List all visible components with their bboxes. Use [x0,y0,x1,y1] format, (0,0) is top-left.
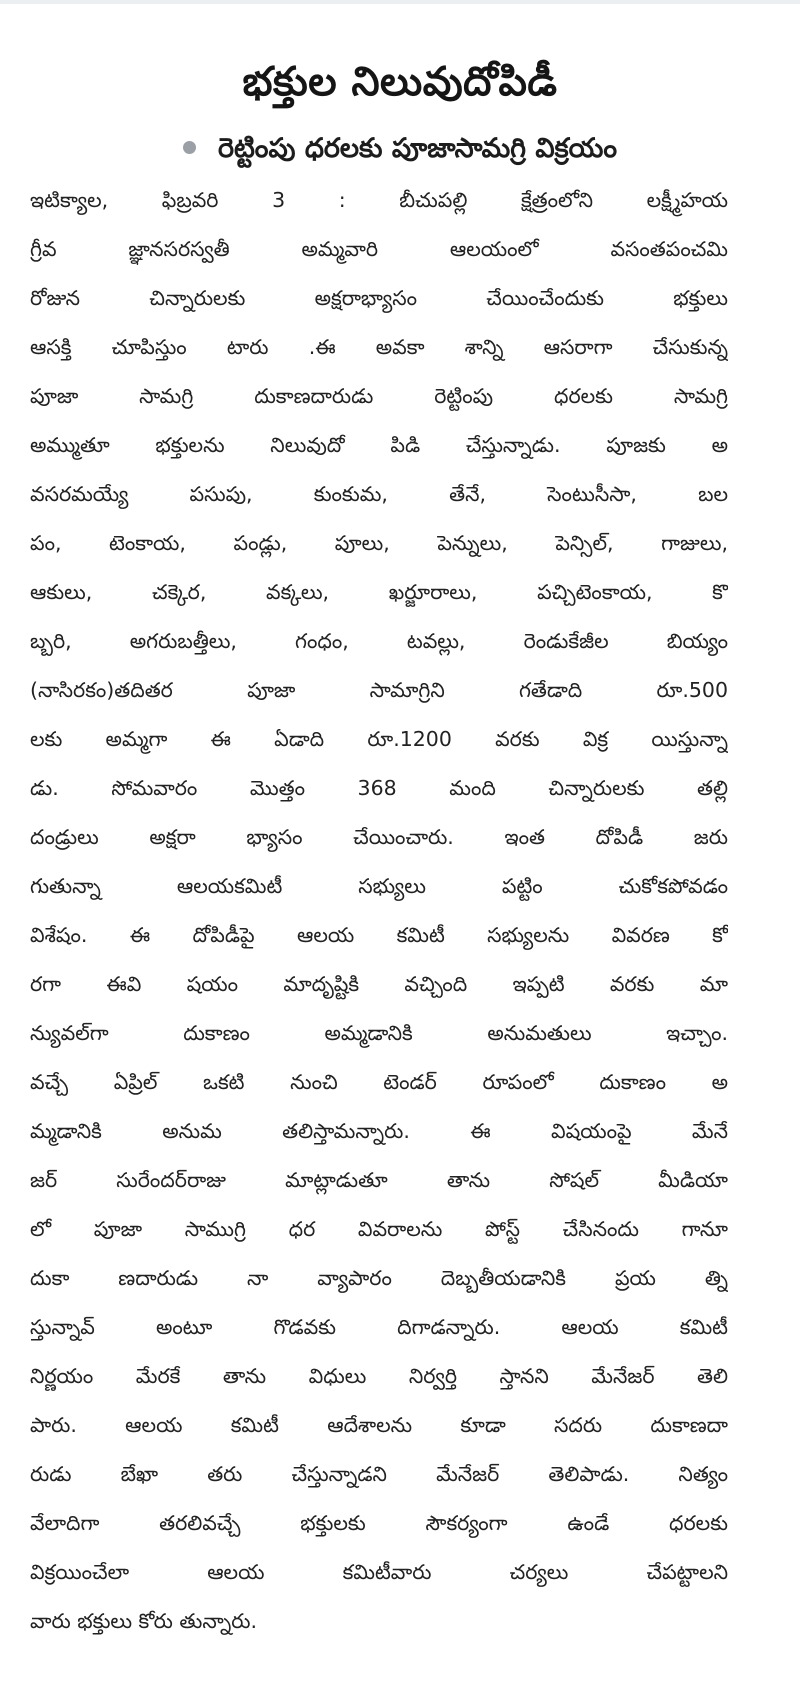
article-line: జర్ సురేందర్‌రాజు మాట్లాడుతూ తాను సోషల్ మీడియా [30,1168,728,1192]
article-line: గుతున్నా ఆలయకమిటీ సభ్యులు పట్టిం చుకోకపోవడం [30,874,728,898]
article-headline: భక్తుల నిలువుదోపిడీ [242,59,558,105]
article-line: న్యువల్‌గా దుకాణం అమ్మడానికి అనుమతులు ఇచ్చాం. [30,1021,728,1045]
article-line: లకు అమ్మగా ఈ ఏడాది రూ.1200 వరకు విక్ర యిస్తున్నా [30,727,728,751]
article-line: ఇటిక్యాల, ఫిబ్రవరి 3 : బీచుపల్లి క్షేత్రంలోని లక్ష్మీహయ [30,188,728,212]
article-line: వేలాదిగా తరలివచ్చే భక్తులకు సౌకర్యంగా ఉండే ధరలకు [30,1511,728,1535]
article-line: పారు. ఆలయ కమిటీ ఆదేశాలను కూడా సదరు దుకాణదా [30,1413,728,1437]
article-line: స్తున్నావ్ అంటూ గొడవకు దిగాడన్నారు. ఆలయ కమిటీ [30,1315,728,1339]
article-body [30,176,728,1646]
article-line: ఆకులు, చక్కెర, వక్కలు, ఖర్జూరాలు, పచ్చిటెంకాయ, కొ [30,580,728,604]
bullet-icon [183,141,196,154]
top-edge-divider [0,0,800,4]
article-line: గ్రీవ జ్ఞానసరస్వతీ అమ్మవారి ఆలయంలో వసంతపంచమి [30,237,728,261]
article-line: నిర్ణయం మేరకే తాను విధులు నిర్వర్తి స్తానని మేనేజర్ తెలి [30,1364,728,1388]
article-subheadline: రెట్టింపు ధరలకు పూజాసామగ్రి విక్రయం [217,133,618,164]
article-line: వచ్చే ఏప్రిల్ ఒకటి నుంచి టెండర్ రూపంలో దుకాణం అ [30,1070,728,1094]
article-line: బ్బరి, అగరుబత్తీలు, గంధం, టవల్లు, రెండుకేజీల బియ్యం [30,629,728,653]
article-line: డు. సోమవారం మొత్తం 368 మంది చిన్నారులకు తల్లి [30,776,728,800]
article-line: దండ్రులు అక్షరా భ్యాసం చేయించారు. ఇంత దోపిడీ జరు [30,825,728,849]
article-subheadline-row [0,124,800,174]
article-line: అమ్ముతూ భక్తులను నిలువుదో పిడి చేస్తున్నాడు. పూజకు అ [30,433,728,457]
article-line: (నాసిరకం)తదితర పూజా సామాగ్రిని గతేడాది రూ.500 [30,678,728,702]
article-line: దుకా ణదారుడు నా వ్యాపారం దెబ్బతీయడానికి ప్రయ త్ని [30,1266,728,1290]
article-line: రోజున చిన్నారులకు అక్షరాభ్యాసం చేయించేందుకు భక్తులు [30,286,728,310]
article-line: విశేషం. ఈ దోపిడీపై ఆలయ కమిటీ సభ్యులను వివరణ కో [30,923,728,947]
article-line: వసరమయ్యే పసుపు, కుంకుమ, తేనే, సెంటుసీసా, బల [30,482,728,506]
article-line: విక్రయించేలా ఆలయ కమిటీవారు చర్యలు చేపట్టాలని [30,1560,728,1584]
article-line: రగా ఈవి షయం మాదృష్టికి వచ్చింది ఇప్పటి వరకు మా [30,972,728,996]
article-line: రుడు బేఖా తరు చేస్తున్నాడని మేనేజర్ తెలిపాడు. నిత్యం [30,1462,728,1486]
article-line: పూజా సామగ్రి దుకాణదారుడు రెట్టింపు ధరలకు సామగ్రి [30,384,728,408]
article-line: ఆసక్తి చూపిస్తుం టారు .ఈ అవకా శాన్ని ఆసరాగా చేసుకున్న [30,335,728,359]
article-line: మ్మడానికి అనుమ తలిస్తామన్నారు. ఈ విషయంపై మేనే [30,1119,728,1143]
article-line: వారు భక్తులు కోరు తున్నారు. [30,1609,257,1633]
article-line: లో పూజా సాముగ్రి ధర వివరాలను పోస్ట్ చేసినందు గానూ [30,1217,728,1241]
article-line: పం, టెంకాయ, పండ్లు, పూలు, పెన్నులు, పెన్సిల్, గాజులు, [30,531,728,555]
